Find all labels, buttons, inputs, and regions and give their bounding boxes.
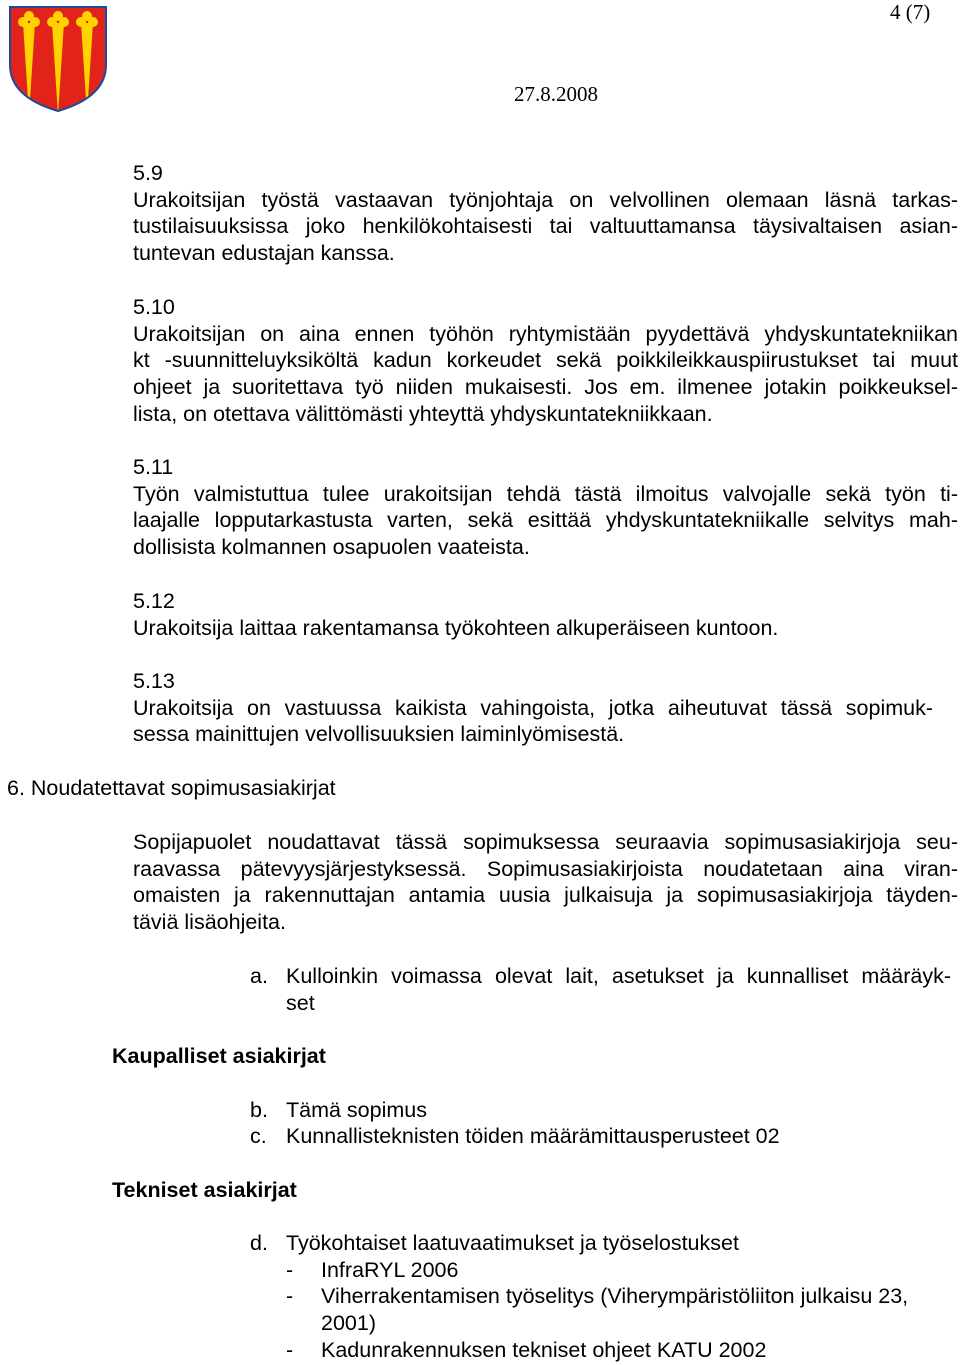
list-label: d.: [250, 1231, 268, 1255]
paragraph-line: laajalle lopputarkastusta varten, sekä esittää yhdyskuntatekniikalle selvitys mah-: [133, 508, 958, 533]
list-item-a: [250, 963, 960, 1017]
list-item-d: [250, 1230, 960, 1365]
commercial-documents-heading: Kaupalliset asiakirjat: [112, 1044, 326, 1068]
list-text: set: [286, 990, 315, 1015]
section-5-13: [133, 668, 933, 748]
document-date: 27.8.2008: [514, 82, 598, 106]
list-label: c.: [250, 1124, 267, 1148]
paragraph-line: täviä lisäohjeita.: [133, 910, 286, 935]
paragraph-line: omaisten ja rakennuttajan antamia uusia julkaisuja ja sopimusasiakirjoja täyden-: [133, 883, 958, 908]
section-number: 5.11: [133, 455, 174, 479]
list-text: Tämä sopimus: [286, 1098, 427, 1122]
subitem-text: Viherrakentamisen työselitys (Viherympäristöliiton julkaisu 23,: [321, 1284, 909, 1309]
list-label: a.: [250, 964, 268, 988]
section-5-10: [133, 294, 958, 428]
subitem-text: Kadunrakennuksen tekniset ohjeet KATU 2002: [321, 1337, 767, 1362]
paragraph-line: Urakoitsija on vastuussa kaikista vahingoista, jotka aiheutuvat tässä sopimuk-: [133, 695, 933, 720]
list-label: b.: [250, 1098, 268, 1122]
paragraph-line: dollisista kolmannen osapuolen vaateista.: [133, 535, 530, 560]
paragraph-line: kt -suunnitteluyksiköltä kadun korkeudet sekä poikkileikkauspiirustukset tai muut: [133, 348, 958, 373]
technical-documents-heading: Tekniset asiakirjat: [112, 1178, 297, 1202]
section-number: 5.13: [133, 669, 175, 693]
paragraph-line: tustilaisuuksissa joko henkilökohtaisesti tai valtuuttamansa täysivaltaisen asian-: [133, 214, 958, 239]
section-6-paragraph: [133, 829, 958, 936]
section-number: 5.9: [133, 161, 163, 185]
paragraph-line: ohjeet ja suoritettava työ niiden mukaisesti. Jos em. ilmenee jotakin poikkeuksel-: [133, 375, 958, 400]
list-item-c: [250, 1123, 960, 1150]
paragraph-line: Urakoitsija laittaa rakentamansa työkohteen alkuperäiseen kuntoon.: [133, 615, 779, 640]
section-6-heading: 6. Noudatettavat sopimusasiakirjat: [7, 776, 336, 800]
dash-bullet: -: [286, 1257, 294, 1282]
section-5-12: [133, 588, 958, 641]
list-item-b: [250, 1097, 960, 1124]
paragraph-line: raavassa pätevyysjärjestyksessä. Sopimusasiakirjoista noudatetaan aina viran-: [133, 856, 958, 881]
subitem-text: InfraRYL 2006: [321, 1257, 459, 1282]
section-5-9: [133, 160, 958, 267]
paragraph-line: lista, on otettava välittömästi yhteyttä yhdyskuntatekniikkaan.: [133, 401, 713, 426]
page-number: 4 (7): [890, 0, 931, 24]
section-number: 5.12: [133, 589, 175, 613]
dash-bullet: -: [286, 1284, 294, 1309]
paragraph-line: sessa mainittujen velvollisuuksien laiminlyömisestä.: [133, 722, 625, 747]
paragraph-line: Urakoitsijan työstä vastaavan työnjohtaja on velvollinen olemaan läsnä tarkas-: [133, 187, 958, 212]
section-number: 5.10: [133, 295, 175, 319]
section-5-11: [133, 454, 958, 561]
list-text: Kunnallisteknisten töiden määrämittausperusteet 02: [286, 1124, 780, 1148]
list-text: Kulloinkin voimassa olevat lait, asetukset ja kunnalliset määräyk-: [286, 964, 951, 988]
dash-bullet: -: [286, 1337, 294, 1362]
paragraph-line: Sopijapuolet noudattavat tässä sopimuksessa seuraavia sopimusasiakirjoja seu-: [133, 830, 958, 854]
subitem-text: 2001): [321, 1311, 376, 1336]
coat-of-arms-icon: [8, 5, 108, 113]
paragraph-line: Urakoitsijan on aina ennen työhön ryhtymistään pyydettävä yhdyskuntatekniikan: [133, 321, 958, 346]
paragraph-line: Työn valmistuttua tulee urakoitsijan tehdä tästä ilmoitus valvojalle sekä työn ti-: [133, 481, 958, 506]
paragraph-line: tuntevan edustajan kanssa.: [133, 241, 395, 266]
list-text: Työkohtaiset laatuvaatimukset ja työselostukset: [286, 1231, 739, 1255]
